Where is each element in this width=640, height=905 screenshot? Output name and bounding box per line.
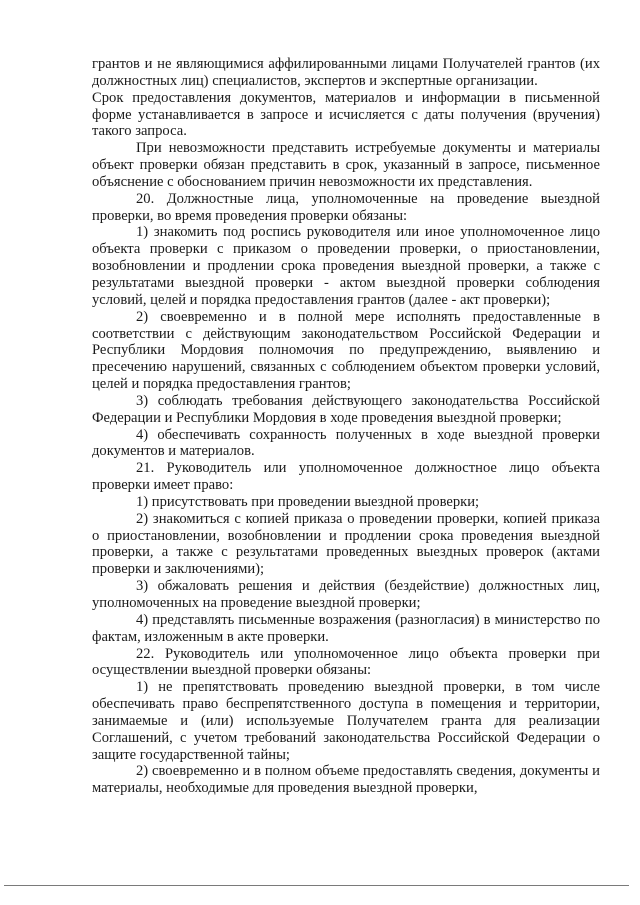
paragraph-deadline: Срок предоставления документов, материалов и информации в письменной форме устанавливается в запросе и исчисляется с даты получения (вручения) такого запроса. — [92, 89, 600, 140]
clause-20-item-1: 1) знакомить под роспись руководителя или иное уполномоченное лицо объекта проверки с приказом о проведении проверки, о приостановлении, возобновлении и продлении срока проведения выездной проверки, а также с результатами выездной проверки - актом выездной проверки соблюдения условий, целей и порядка предоставления грантов (далее - акт проверки); — [92, 224, 600, 308]
clause-21-item-2: 2) знакомиться с копией приказа о проведении проверки, копией приказа о приостановлении, возобновлении и продлении срока проведения выездной проверки, а также с результатами проведенных выездных проверок (актами проверки и заключениями); — [92, 510, 600, 578]
clause-21-item-4: 4) представлять письменные возражения (разногласия) в министерство по фактам, изложенным в акте проверки. — [92, 611, 600, 645]
document-page — [92, 56, 600, 797]
clause-20-item-3: 3) соблюдать требования действующего законодательства Российской Федерации и Республики Мордовия в ходе проведения выездной проверки; — [92, 392, 600, 426]
clause-21-item-3: 3) обжаловать решения и действия (бездействие) должностных лиц, уполномоченных на проведение выездной проверки; — [92, 578, 600, 611]
clause-20-item-2: 2) своевременно и в полной мере исполнять предоставленные в соответствии с действующим законодательством Российской Федерации и Республики Мордовия полномочия по предупреждению, выявлению и пресечению нарушений, связанных с соблюдением объектом проверки условий, целей и порядка предоставления грантов; — [92, 308, 600, 393]
clause-22: 22. Руководитель или уполномоченное лицо объекта проверки при осуществлении выездной проверки обязаны: — [92, 645, 600, 679]
page-bottom-rule — [4, 885, 629, 886]
paragraph-impossibility: При невозможности представить истребуемые документы и материалы объект проверки обязан представить в срок, указанный в запросе, письменное объяснение с обоснованием причин невозможности их представления. — [92, 140, 600, 190]
clause-20: 20. Должностные лица, уполномоченные на проведение выездной проверки, во время проведения проверки обязаны: — [92, 190, 600, 224]
clause-22-item-1: 1) не препятствовать проведению выездной проверки, в том числе обеспечивать право беспрепятственного доступа в помещения и территории, занимаемые и (или) используемые Получателем гранта для реализации Соглашений, с учетом требований законодательства Российской Федерации о защите государственной тайны; — [92, 679, 600, 763]
clause-21-item-1: 1) присутствовать при проведении выездной проверки; — [136, 493, 480, 510]
clause-20-item-4: 4) обеспечивать сохранность полученных в ходе выездной проверки документов и материалов. — [92, 426, 600, 460]
clause-21: 21. Руководитель или уполномоченное должностное лицо объекта проверки имеет право: — [92, 460, 600, 494]
clause-22-item-2: 2) своевременно и в полном объеме предоставлять сведения, документы и материалы, необходимые для проведения выездной проверки, — [92, 763, 600, 797]
paragraph-continuation: грантов и не являющимися аффилированными лицами Получателей грантов (их должностных лиц) специалистов, экспертов и экспертные организации. — [92, 56, 600, 89]
